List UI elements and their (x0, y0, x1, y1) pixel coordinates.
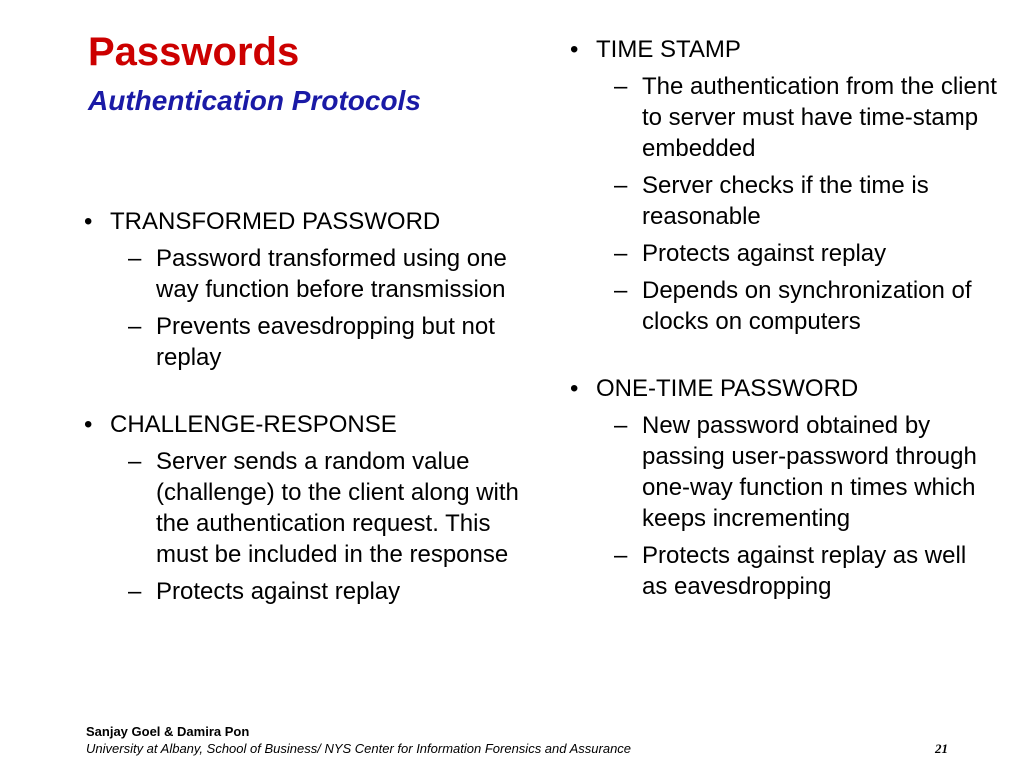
dash-icon: – (614, 73, 628, 100)
dash-icon: – (128, 448, 142, 475)
sub-bullet (558, 170, 998, 232)
sub-bullet (558, 410, 998, 534)
sub-bullet-text: Server checks if the time is reasonable (642, 172, 929, 230)
bullet-dot-icon: • (570, 36, 579, 63)
sub-bullet-text: Depends on synchronization of clocks on computers (642, 277, 972, 335)
sub-bullet (72, 446, 542, 570)
spacer (558, 337, 998, 373)
sub-bullet-text: The authentication from the client to server must have time-stamp embedded (642, 73, 997, 162)
sub-bullet-text: Protects against replay as well as eavesdropping (642, 542, 967, 600)
bullet-label: ONE-TIME PASSWORD (596, 375, 859, 402)
sub-bullet (558, 275, 998, 337)
spacer (72, 373, 542, 409)
dash-icon: – (614, 412, 628, 439)
sub-bullet (558, 238, 998, 269)
sub-bullet (558, 540, 998, 602)
left-column (72, 206, 542, 607)
bullet-label: TIME STAMP (596, 36, 741, 63)
dash-icon: – (614, 172, 628, 199)
slide-title: Passwords (88, 30, 300, 74)
bullet-transformed-password (72, 206, 542, 237)
bullet-dot-icon: • (84, 411, 93, 438)
bullet-time-stamp (558, 34, 998, 65)
sub-bullet-text: Protects against replay (642, 240, 887, 267)
sub-bullet-text: Server sends a random value (challenge) to the client along with the authentication request. This must be included in the response (156, 448, 519, 568)
bullet-label: CHALLENGE-RESPONSE (110, 411, 397, 438)
dash-icon: – (128, 578, 142, 605)
sub-bullet-text: New password obtained by passing user-password through one-way function n times which keeps incrementing (642, 412, 977, 532)
sub-bullet-text: Prevents eavesdropping but not replay (156, 313, 495, 371)
bullet-dot-icon: • (84, 208, 93, 235)
right-column (558, 34, 998, 602)
slide-subtitle: Authentication Protocols (88, 85, 421, 116)
dash-icon: – (614, 240, 628, 267)
page-number: 21 (935, 741, 948, 756)
sub-bullet (72, 576, 542, 607)
bullet-one-time-password (558, 373, 998, 404)
footer-institution: University at Albany, School of Business/ NYS Center for Information Forensics and Assurance (86, 741, 632, 756)
sub-bullet (72, 311, 542, 373)
sub-bullet-text: Password transformed using one way function before transmission (156, 245, 507, 303)
sub-bullet (72, 243, 542, 305)
footer-author: Sanjay Goel & Damira Pon (86, 724, 250, 739)
bullet-challenge-response (72, 409, 542, 440)
dash-icon: – (128, 245, 142, 272)
dash-icon: – (614, 277, 628, 304)
dash-icon: – (614, 542, 628, 569)
dash-icon: – (128, 313, 142, 340)
sub-bullet (558, 71, 998, 164)
sub-bullet-text: Protects against replay (156, 578, 401, 605)
bullet-label: TRANSFORMED PASSWORD (110, 208, 441, 235)
bullet-dot-icon: • (570, 375, 579, 402)
